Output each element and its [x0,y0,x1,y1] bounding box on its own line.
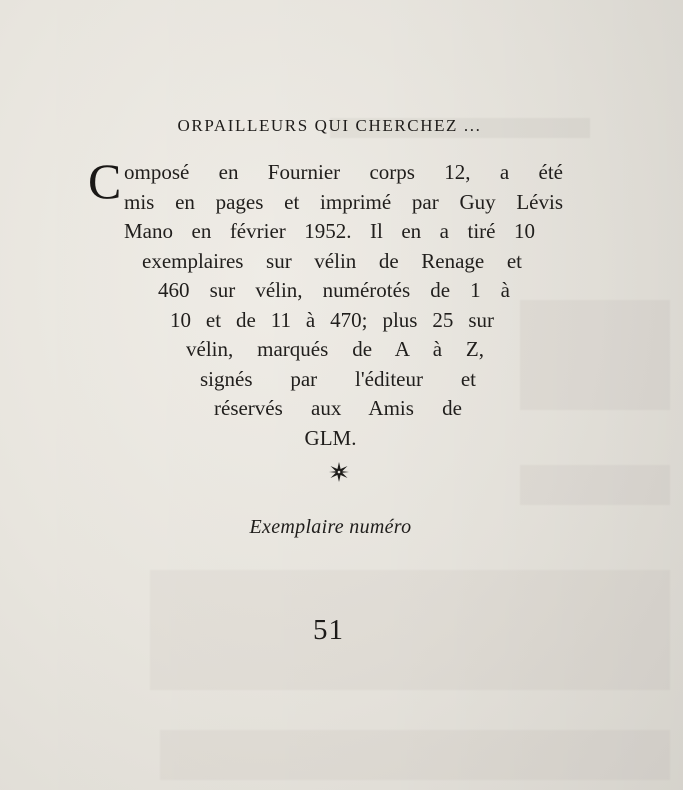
colophon-line: réservés aux Amis de [214,396,462,420]
colophon-line: exemplaires sur vélin de Renage et [142,248,522,273]
colophon-line: Mano en février 1952. Il en a tiré 10 [124,219,535,243]
drop-cap: C [88,153,122,209]
colophon-line: 460 sur vélin, numérotés de 1 à [158,278,510,302]
colophon-line: signés par l'éditeur et [200,366,476,391]
show-through-shadow [160,730,670,780]
colophon-text [88,153,563,453]
exemplaire-label: Exemplaire numéro [249,516,412,538]
colophon-line: omposé en Fournier corps 12, a été [124,160,563,184]
colophon-line: GLM. [304,425,357,450]
page-title: ORPAILLEURS QUI CHERCHEZ ... [177,116,482,135]
exemplaire-number: 51 [313,614,344,646]
show-through-shadow [520,465,670,505]
colophon-line: mis en pages et imprimé par Guy Lévis [124,189,563,214]
colophon-line: vélin, marqués de A à Z, [186,337,484,361]
fleuron-star-icon [329,462,349,482]
colophon-line: 10 et de 11 à 470; plus 25 sur [170,307,494,332]
